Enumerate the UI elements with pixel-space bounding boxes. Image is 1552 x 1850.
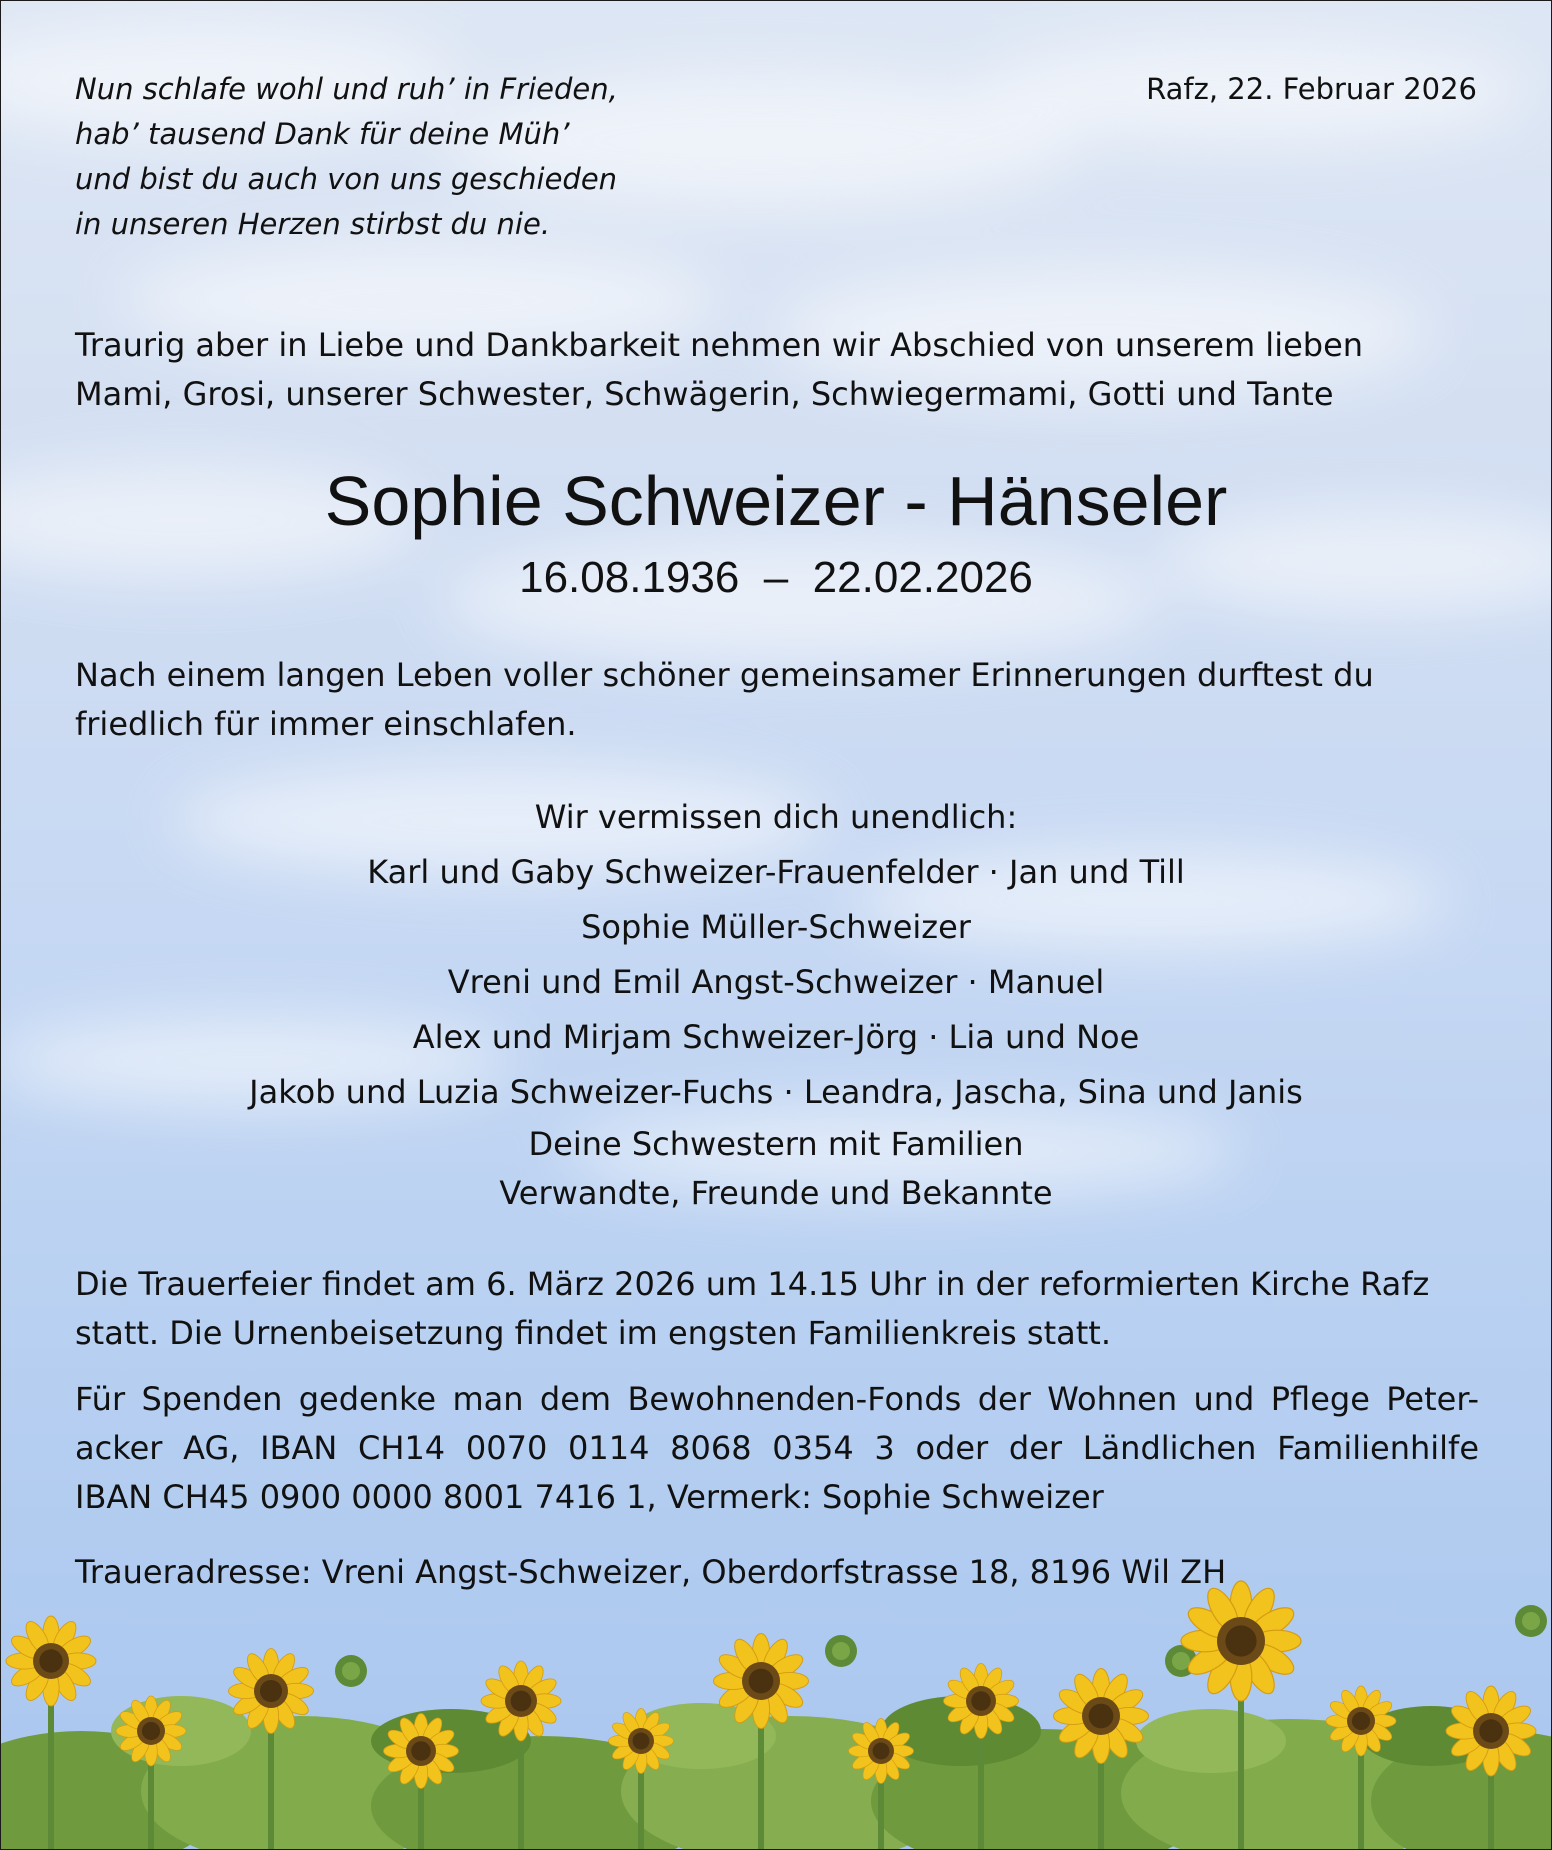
mourner-line: Jakob und Luzia Schweizer-Fuchs · Leandra, Jascha, Sina und Janis: [249, 1073, 1303, 1111]
mourner-line: Vreni und Emil Angst-Schweizer · Manuel: [447, 963, 1105, 1001]
life-paragraph: [75, 651, 1479, 749]
life-line: Nach einem langen Leben voller schöner gemeinsamer Erinnerungen durftest du: [75, 656, 1374, 694]
mourner-line: Verwandte, Freunde und Bekannte: [499, 1174, 1053, 1212]
mourner-line: Alex und Mirjam Schweizer-Jörg · Lia und Noe: [412, 1018, 1140, 1056]
mourners-heading: Wir vermissen dich unendlich:: [534, 798, 1018, 836]
poem-line: in unseren Herzen stirbst du nie.: [75, 207, 551, 241]
donation-line: Für Spenden gedenke man dem Bewohnenden-Fonds der Wohnen und Pflege Peter-: [75, 1380, 1479, 1418]
service-paragraph: [75, 1260, 1479, 1358]
deceased-name: Sophie Schweizer - Hänseler: [324, 462, 1228, 540]
mourner-line: Sophie Müller-Schweizer: [581, 908, 971, 946]
poem: [75, 67, 715, 247]
mourning-address: Traueradresse: Vreni Angst-Schweizer, Oberdorfstrasse 18, 8196 Wil ZH: [75, 1553, 1227, 1591]
donation-paragraph: [75, 1375, 1479, 1522]
place-date: Rafz, 22. Februar 2026: [1146, 72, 1477, 106]
life-line: friedlich für immer einschlafen.: [75, 705, 577, 743]
service-line: statt. Die Urnenbeisetzung findet im engsten Familienkreis statt.: [75, 1314, 1111, 1352]
poem-line: Nun schlafe wohl und ruh’ in Frieden,: [75, 72, 618, 106]
service-line: Die Trauerfeier findet am 6. März 2026 um 14.15 Uhr in der reformierten Kirche Rafz: [75, 1265, 1430, 1303]
life-dates: 16.08.1936 – 22.02.2026: [519, 553, 1033, 602]
mourner-line: Karl und Gaby Schweizer-Frauenfelder · Jan und Till: [367, 853, 1185, 891]
mourner-line: Deine Schwestern mit Familien: [528, 1125, 1024, 1163]
poem-line: hab’ tausend Dank für deine Müh’: [75, 117, 570, 151]
mourners-list: [1, 790, 1551, 1218]
intro-line: Mami, Grosi, unserer Schwester, Schwägerin, Schwiegermami, Gotti und Tante: [75, 375, 1334, 413]
intro-paragraph: [75, 321, 1479, 419]
poem-line: und bist du auch von uns geschieden: [75, 162, 618, 196]
intro-line: Traurig aber in Liebe und Dankbarkeit nehmen wir Abschied von unserem lieben: [75, 326, 1364, 364]
obituary-text: [1, 1, 1551, 1849]
donation-line: acker AG, IBAN CH14 0070 0114 8068 0354 3 oder der Ländlichen Familienhilfe: [75, 1429, 1479, 1467]
donation-line: IBAN CH45 0900 0000 8001 7416 1, Vermerk: Sophie Schweizer: [75, 1478, 1104, 1516]
